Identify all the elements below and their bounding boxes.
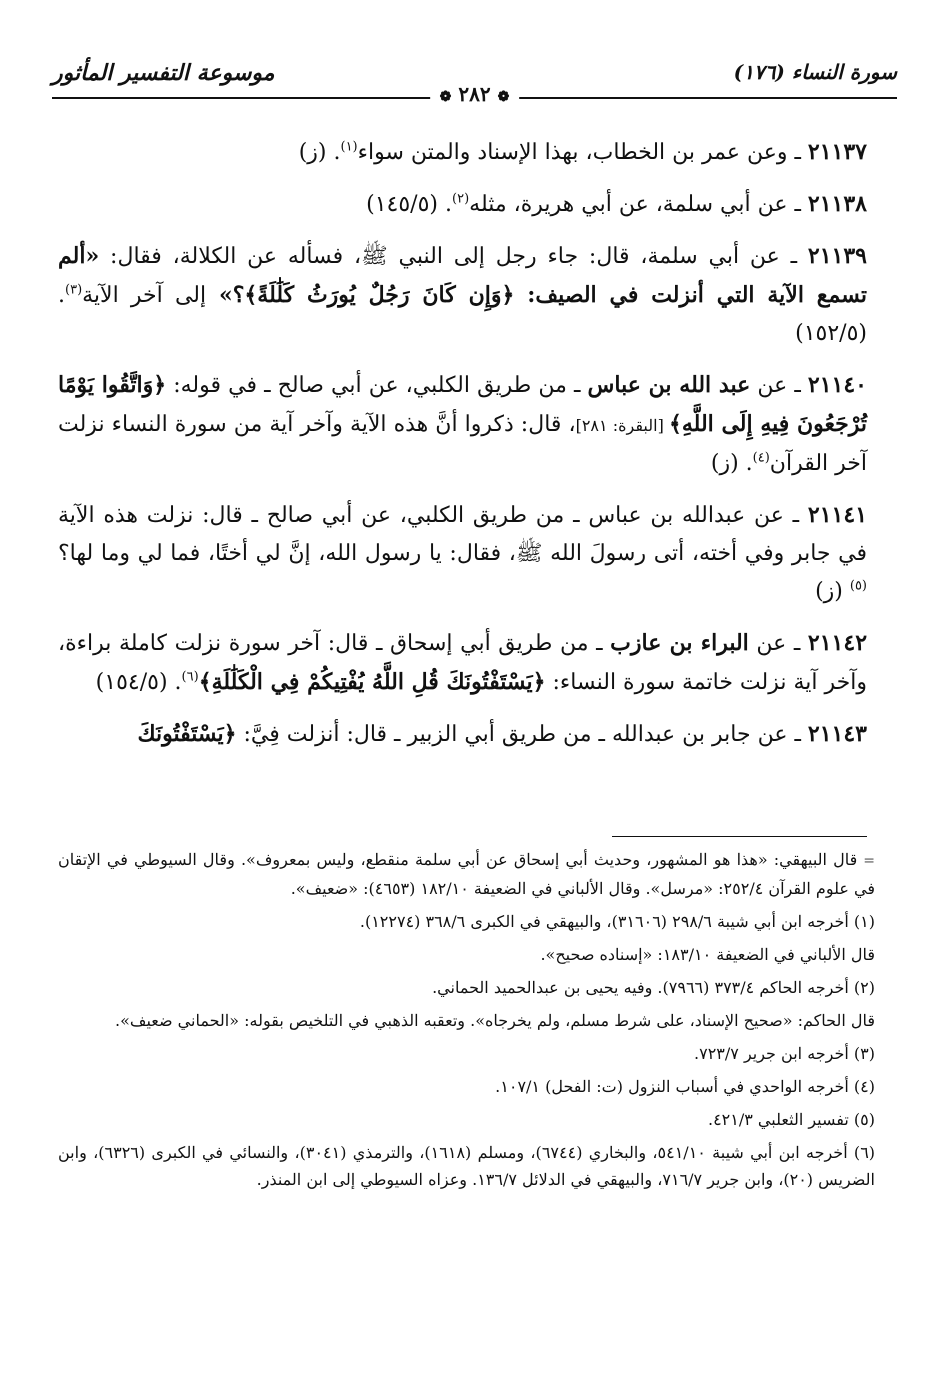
- source-mark: (١٤٥/٥): [366, 192, 439, 217]
- entry-number: ٢١١٤٣: [807, 721, 867, 747]
- entry-text: ـ عن: [748, 631, 808, 656]
- entry-text: ـ وعن عمر بن الخطاب، بهذا الإسناد والمتن سواء: [357, 140, 808, 165]
- entry-number: ٢١١٤٠: [807, 372, 867, 398]
- footnotes: [58, 846, 875, 1199]
- footnote-ref[interactable]: (٢): [452, 191, 470, 207]
- surah-label: سورة النساء (١٧٦): [733, 60, 897, 84]
- entry-number: ٢١١٣٩: [807, 243, 867, 269]
- quran-verse: ﴿وَإِن كَانَ رَجُلٌ يُورَثُ كَلَٰلَةً﴾: [244, 282, 515, 308]
- hadith-entry: ٢١١٤٢ ـ عن البراء بن عازب ـ من طريق أبي إسحاق ـ قال: آخر سورة نزلت كاملة براءة، وآخر آية نزلت خاتمة سورة النساء: ﴿يَسْتَفْتُونَكَ قُلِ اللَّهُ يُفْتِيكُمْ فِي الْكَلَٰلَةِ﴾$^{(٦)}$. (١٥٤/٥): [58, 630, 868, 695]
- hadith-entry: ٢١١٣٩ ـ عن أبي سلمة، قال: جاء رجل إلى النبي ﷺ، فسأله عن الكلالة، فقال: «ألم تسمع الآية التي أنزلت في الصيف: ﴿وَإِن كَانَ رَجُلٌ يُورَثُ كَلَٰلَةً﴾؟» إلى آخر الآية$^{(٣)}$. (١٥٢/٥): [58, 243, 867, 346]
- narrator-name: عبد الله بن عباس: [587, 372, 751, 398]
- hadith-entry: ٢١١٣٧ ـ وعن عمر بن الخطاب، بهذا الإسناد والمتن سواء$^{(١)}$. (ز): [298, 139, 867, 165]
- source-mark: (ز): [815, 579, 843, 604]
- book-title: موسوعة التفسير المأثور: [52, 60, 275, 86]
- footnote-ref[interactable]: (٥): [849, 578, 867, 594]
- footnote-ref[interactable]: (٣): [65, 282, 83, 298]
- entry-number: ٢١١٣٧: [807, 139, 867, 165]
- page-number-box: [430, 82, 520, 106]
- footnote-separator: [612, 836, 867, 837]
- entry-text: ـ من طريق أبي إسحاق ـ قال: آخر سورة نزلت كاملة براءة، وآخر آية نزلت خاتمة سورة النساء:: [58, 631, 867, 695]
- footnote-ref[interactable]: (٤): [752, 450, 770, 466]
- entry-text: ـ عن أبي سلمة، قال: جاء رجل إلى النبي ﷺ، فسأله عن الكلالة، فقال:: [99, 244, 808, 269]
- footnote-item: (٤) أخرجه الواحدي في أسباب النزول (ت: الفحل) ١٠٧/١.: [495, 1077, 875, 1096]
- hadith-entry: ٢١١٤٠ ـ عن عبد الله بن عباس ـ من طريق الكلبي، عن أبي صالح ـ في قوله: ﴿وَاتَّقُوا يَوْمًا تُرْجَعُونَ فِيهِ إِلَى اللَّهِ﴾ [البقرة: ٢٨١]، قال: ذكروا أنَّ هذه الآية وآخر آية من سورة النساء نزلت آخر القرآن$^{(٤)}$. (ز): [58, 372, 867, 476]
- source-mark: (ز): [298, 140, 327, 165]
- entry-text: ـ عن: [750, 373, 808, 398]
- entry-text: ـ عن عبدالله بن عباس ـ من طريق الكلبي، عن أبي صالح ـ قال: نزلت هذه الآية في جابر وفي أخته، أتى رسولَ الله ﷺ، فقال: يا رسول الله، إنَّ لي أختًا، فما لي وما لها؟: [58, 503, 867, 566]
- narrator-name: البراء بن عازب: [610, 630, 749, 656]
- footnote-continuation: =قال البيهقي: «هذا هو المشهور، وحديث أبي إسحاق عن أبي سلمة منقطع، وليس بمعروف». وقال السيوطي في الإتقان في علوم القرآن ٢٥٢/٤: «مرسل». وقال الألباني في الضعيفة ١٨٢/١٠ (٤٦٥٣): «ضعيف».: [58, 850, 875, 898]
- entry-text: إلى آخر الآية: [82, 283, 207, 308]
- page-number: ٢٨٢: [458, 82, 491, 106]
- footnote-item: (٥) تفسير الثعلبي ٤٢١/٣.: [707, 1110, 875, 1129]
- source-mark: (١٥٢/٥): [795, 321, 867, 346]
- quran-verse: ﴿وَاتَّقُوا يَوْمًا تُرْجَعُونَ فِيهِ إِلَى اللَّهِ﴾: [58, 372, 867, 437]
- entry-number: ٢١١٤١: [807, 502, 868, 528]
- entry-text: ، قال: ذكروا أنَّ هذه الآية وآخر آية من سورة النساء نزلت آخر القرآن: [58, 412, 867, 476]
- quran-verse: ﴿يَسْتَفْتُونَكَ: [137, 721, 237, 747]
- footnote-ref[interactable]: (١): [340, 139, 358, 155]
- footnote-ref[interactable]: (٦): [181, 669, 199, 685]
- main-text: [58, 133, 867, 767]
- footnote-item: (١) أخرجه ابن أبي شيبة ٢٩٨/٦ (٣١٦٠٦)، والبيهقي في الكبرى ٣٦٨/٦ (١٢٢٧٤).: [359, 912, 875, 931]
- bold-quote-end: ؟»: [206, 282, 245, 308]
- entry-number: ٢١١٣٨: [807, 191, 867, 217]
- verse-reference: [البقرة: ٢٨١]: [575, 416, 669, 435]
- hadith-entry: [58, 715, 867, 754]
- bold-quote: «ألم تسمع الآية التي أنزلت في الصيف:: [58, 243, 867, 308]
- source-mark: (١٥٤/٥): [95, 670, 168, 695]
- footnote-item: (٣) أخرجه ابن جرير ٧٢٣/٧.: [694, 1044, 875, 1063]
- source-mark: (ز): [710, 451, 739, 476]
- ornament-icon: ❁: [497, 89, 510, 105]
- page-header: [52, 60, 897, 110]
- entry-text: ـ من طريق الكلبي، عن أبي صالح ـ في قوله:: [166, 373, 588, 398]
- footnote-item: قال الألباني في الضعيفة ١٨٣/١٠: «إسناده صحيح».: [540, 945, 875, 964]
- hadith-entry: ٢١١٣٨ ـ عن أبي سلمة، عن أبي هريرة، مثله$^{(٢)}$. (١٤٥/٥): [366, 191, 867, 217]
- entry-number: ٢١١٤٢: [807, 630, 868, 656]
- footnote-item: قال الحاكم: «صحيح الإسناد، على شرط مسلم، ولم يخرجاه». وتعقبه الذهبي في التلخيص بقوله: «الحماني ضعيف».: [115, 1011, 875, 1030]
- footnote-item: (٦) أخرجه ابن أبي شيبة ٥٤١/١٠، والبخاري (٦٧٤٤)، ومسلم (١٦١٨)، والترمذي (٣٠٤١)، والنسائي في الكبرى (٦٣٢٦)، وابن الضريس (٢٠)، وابن جرير ٧١٦/٧، والبيهقي في الدلائل ١٣٦/٧. وعزاه السيوطي إلى ابن المنذر.: [58, 1143, 876, 1189]
- entry-text: ـ عن أبي سلمة، عن أبي هريرة، مثله: [469, 192, 808, 217]
- entry-text: ـ عن جابر بن عبدالله ـ من طريق أبي الزبير ـ قال: أنزلت فِيَّ:: [236, 722, 808, 747]
- footnote-item: (٢) أخرجه الحاكم ٣٧٣/٤ (٧٩٦٦). وفيه يحيى بن عبدالحميد الحماني.: [432, 978, 875, 997]
- hadith-entry: [58, 496, 867, 611]
- ornament-icon: ❁: [439, 89, 452, 105]
- continuation-mark: =: [863, 853, 875, 869]
- quran-verse: ﴿يَسْتَفْتُونَكَ قُلِ اللَّهُ يُفْتِيكُمْ فِي الْكَلَٰلَةِ﴾: [198, 669, 546, 695]
